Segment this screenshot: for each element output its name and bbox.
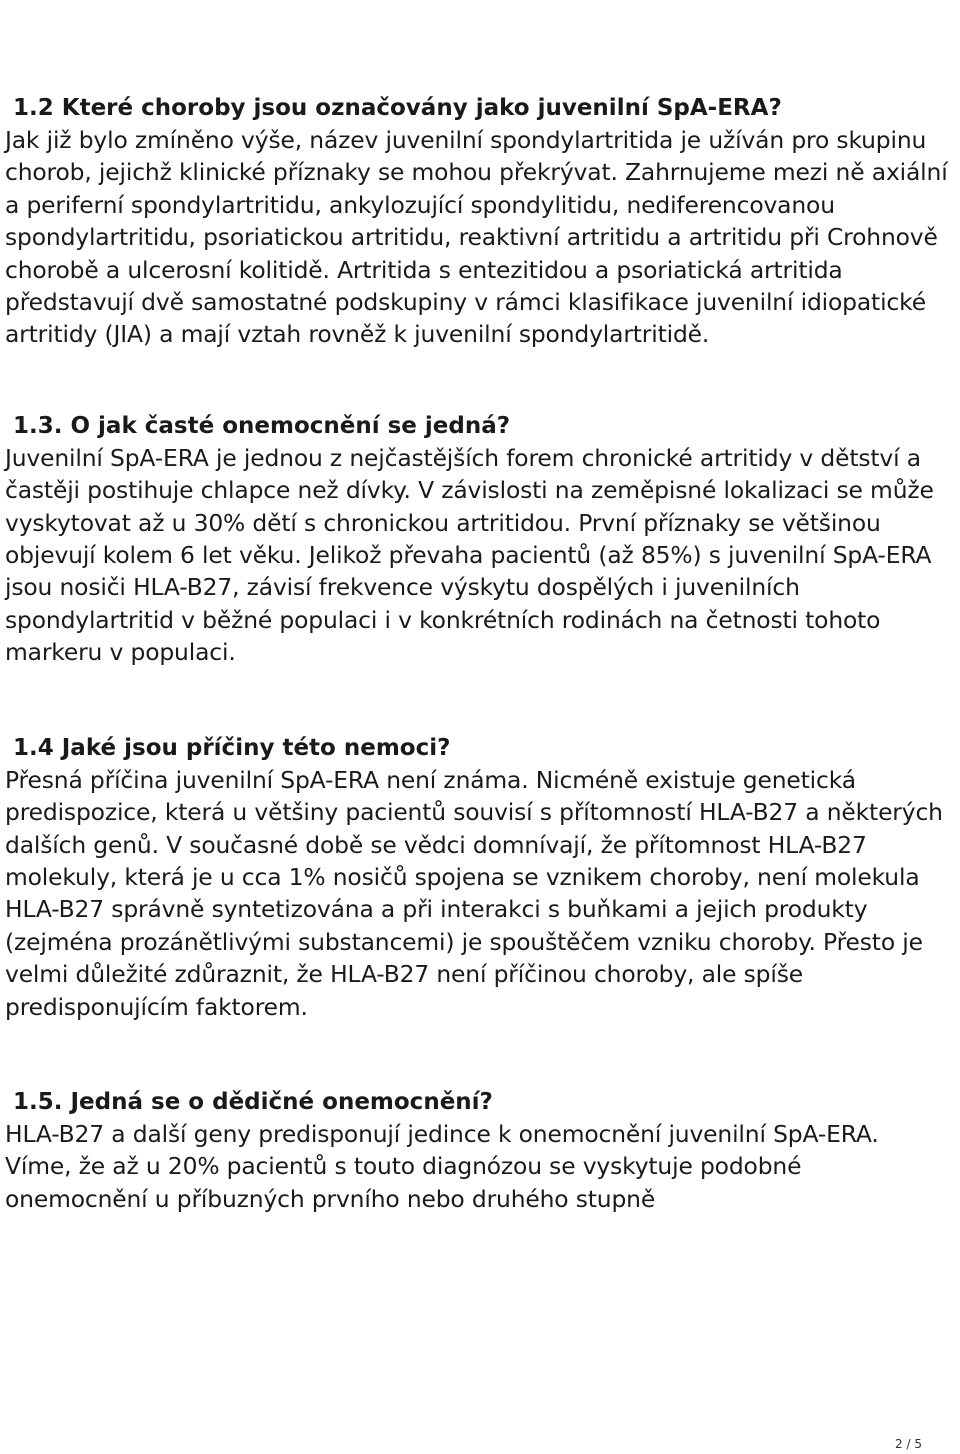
section-gap [5,1023,950,1086]
section-body-1-3: Juvenilní SpA-ERA je jednou z nejčastějších forem chronické artritidy v dětství a častěji postihuje chlapce než dívky. V závislosti na zeměpisné lokalizaci se může vyskytovat až u 30% dětí s chronickou artritidou. První příznaky se většinou objevují kolem 6 let věku. Jelikož převaha pacientů (až 85%) s juvenilní SpA-ERA jsou nosiči HLA-B27, závisí frekvence výskytu dospělých i juvenilních spondylartritid v běžné populaci i v konkrétních rodinách na četnosti tohoto markeru v populaci. [5,443,934,667]
page-number: 2 / 5 [895,1437,922,1451]
section-gap [5,351,950,410]
section-body-1-4: Přesná příčina juvenilní SpA-ERA není známa. Nicméně existuje genetická predispozice, která u většiny pacientů souvisí s přítomností HLA-B27 a některých dalších genů. V současné době se vědci domnívají, že přítomnost HLA-B27 molekuly, která je u cca 1% nosičů spojena se vznikem choroby, není molekula HLA-B27 správně syntetizována a při interakci s buňkami a jejich produkty (zejména prozánětlivými substancemi) je spouštěčem vzniku choroby. Přesto je velmi důležité zdůraznit, že HLA-B27 není příčinou choroby, ale spíše predisponujícím faktorem. [5,765,943,1021]
section-title-1-2: 1.2 Které choroby jsou označovány jako juvenilní SpA-ERA? [13,95,782,121]
section-title-1-4: 1.4 Jaké jsou příčiny této nemoci? [13,734,451,761]
section-title-1-3: 1.3. O jak časté onemocnění se jedná? [13,412,511,439]
section-gap [5,669,950,732]
section-body-1-5: HLA-B27 a další geny predisponují jedince k onemocnění juvenilní SpA-ERA. Víme, že až u 20% pacientů s touto diagnózou se vyskytuje podobné onemocnění u příbuzných prvního nebo druhého stupně [5,1119,879,1213]
section-title-1-5: 1.5. Jedná se o dědičné onemocnění? [13,1088,493,1115]
document-page [5,92,950,1215]
section-body-1-2: Jak již bylo zmíněno výše, název juvenilní spondylartritida je užíván pro skupinu chorob, jejichž klinické příznaky se mohou překrývat. Zahrnujeme mezi ně axiální a periferní spondylartritidu, ankylozující spondylitidu, nediferencovanou spondylartritidu, psoriatickou artritidu, reaktivní artritidu a artritidu při Crohnově chorobě a ulcerosní kolitidě. Artritida s entezitidou a psoriatická artritida představují dvě samostatné podskupiny v rámci klasifikace juvenilní idiopatické artritidy (JIA) a mají vztah rovněž k juvenilní spondylartritidě. [5,126,948,349]
